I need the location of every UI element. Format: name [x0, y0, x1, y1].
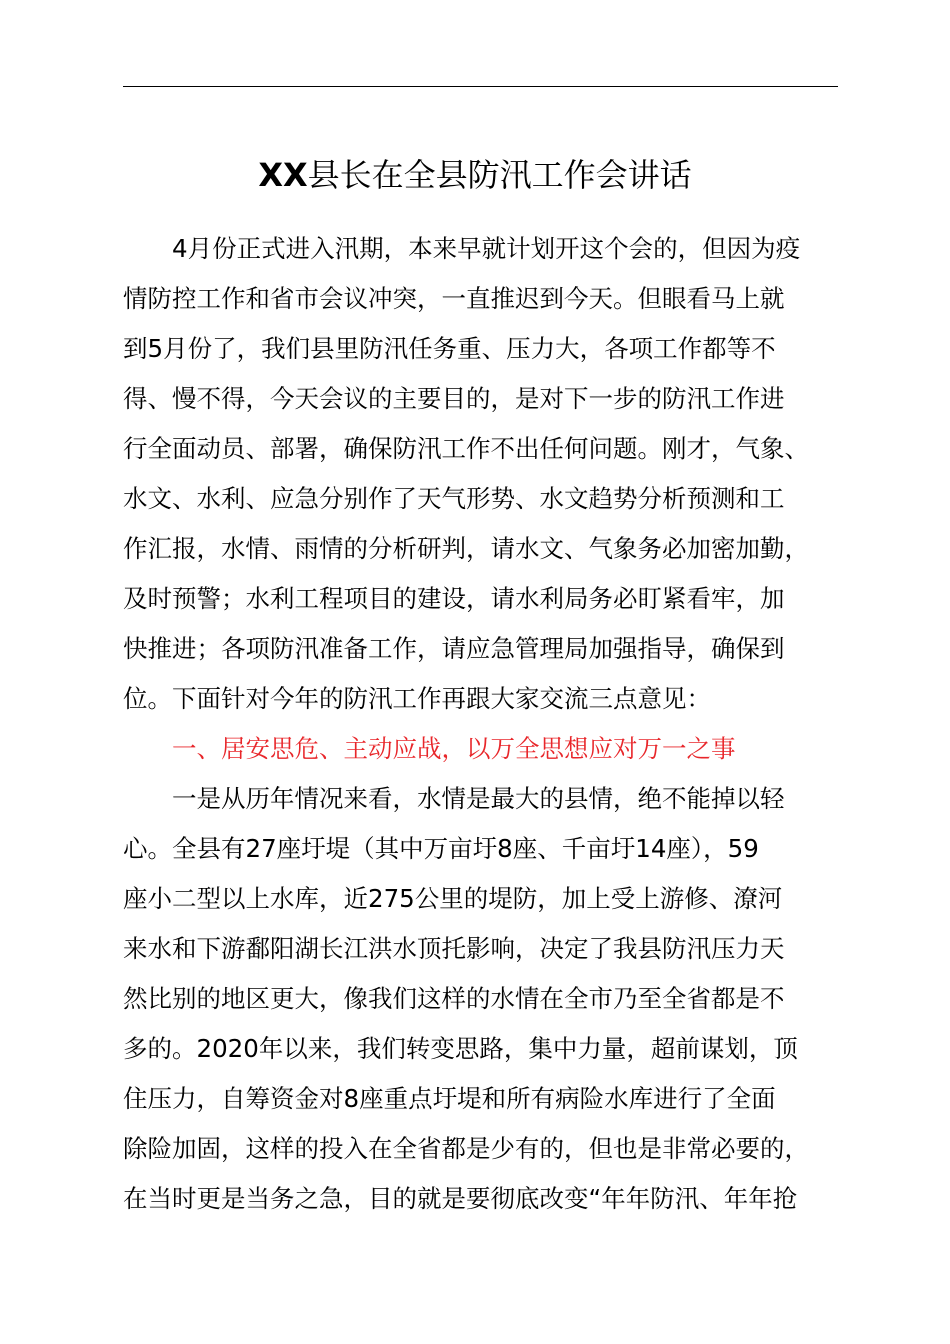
paragraph-line: 住压力，自筹资金对8座重点圩堤和所有病险水库进行了全面	[123, 1084, 776, 1113]
paragraph-line: 来水和下游鄱阳湖长江洪水顶托影响，决定了我县防汛压力天	[123, 934, 785, 963]
paragraph-line: 及时预警；水利工程项目的建设，请水利局务必盯紧看牢，加	[123, 584, 785, 613]
title-prefix: XX	[258, 156, 308, 194]
document-body	[123, 224, 843, 1224]
paragraph-line: 多的。2020年以来，我们转变思路，集中力量，超前谋划，顶	[123, 1034, 798, 1063]
title-text: 县长在全县防汛工作会讲话	[307, 156, 692, 194]
paragraph-line: 在当时更是当务之急，目的就是要彻底改变“年年防汛、年年抢	[123, 1184, 798, 1213]
paragraph-line: 行全面动员、部署，确保防汛工作不出任何问题。刚才，气象、	[123, 434, 809, 463]
section-heading: 一、居安思危、主动应战，以万全思想应对万一之事	[172, 734, 736, 763]
paragraph-line: 一是从历年情况来看，水情是最大的县情，绝不能掉以轻	[172, 784, 785, 813]
paragraph-line: 快推进；各项防汛准备工作，请应急管理局加强指导，确保到	[123, 634, 785, 663]
paragraph-line: 座小二型以上水库，近275公里的堤防，加上受上游修、潦河	[123, 884, 783, 913]
paragraph-line: 情防控工作和省市会议冲突，一直推迟到今天。但眼看马上就	[123, 284, 785, 313]
page-title	[0, 150, 950, 200]
paragraph-line: 心。全县有27座圩堤（其中万亩圩8座、千亩圩14座），59	[123, 834, 759, 863]
paragraph-line: 然比别的地区更大，像我们这样的水情在全市乃至全省都是不	[123, 984, 785, 1013]
paragraph-line: 作汇报，水情、雨情的分析研判，请水文、气象务必加密加勤，	[123, 534, 809, 563]
paragraph-line: 得、慢不得，今天会议的主要目的，是对下一步的防汛工作进	[123, 384, 785, 413]
paragraph-line: 除险加固，这样的投入在全省都是少有的，但也是非常必要的，	[123, 1134, 809, 1163]
paragraph-line: 到5月份了，我们县里防汛任务重、压力大，各项工作都等不	[123, 334, 776, 363]
header-rule	[123, 86, 838, 87]
paragraph-line: 4月份正式进入汛期，本来早就计划开这个会的，但因为疫	[172, 234, 801, 263]
paragraph-line: 水文、水利、应急分别作了天气形势、水文趋势分析预测和工	[123, 484, 785, 513]
paragraph-line: 位。下面针对今年的防汛工作再跟大家交流三点意见：	[123, 684, 711, 713]
